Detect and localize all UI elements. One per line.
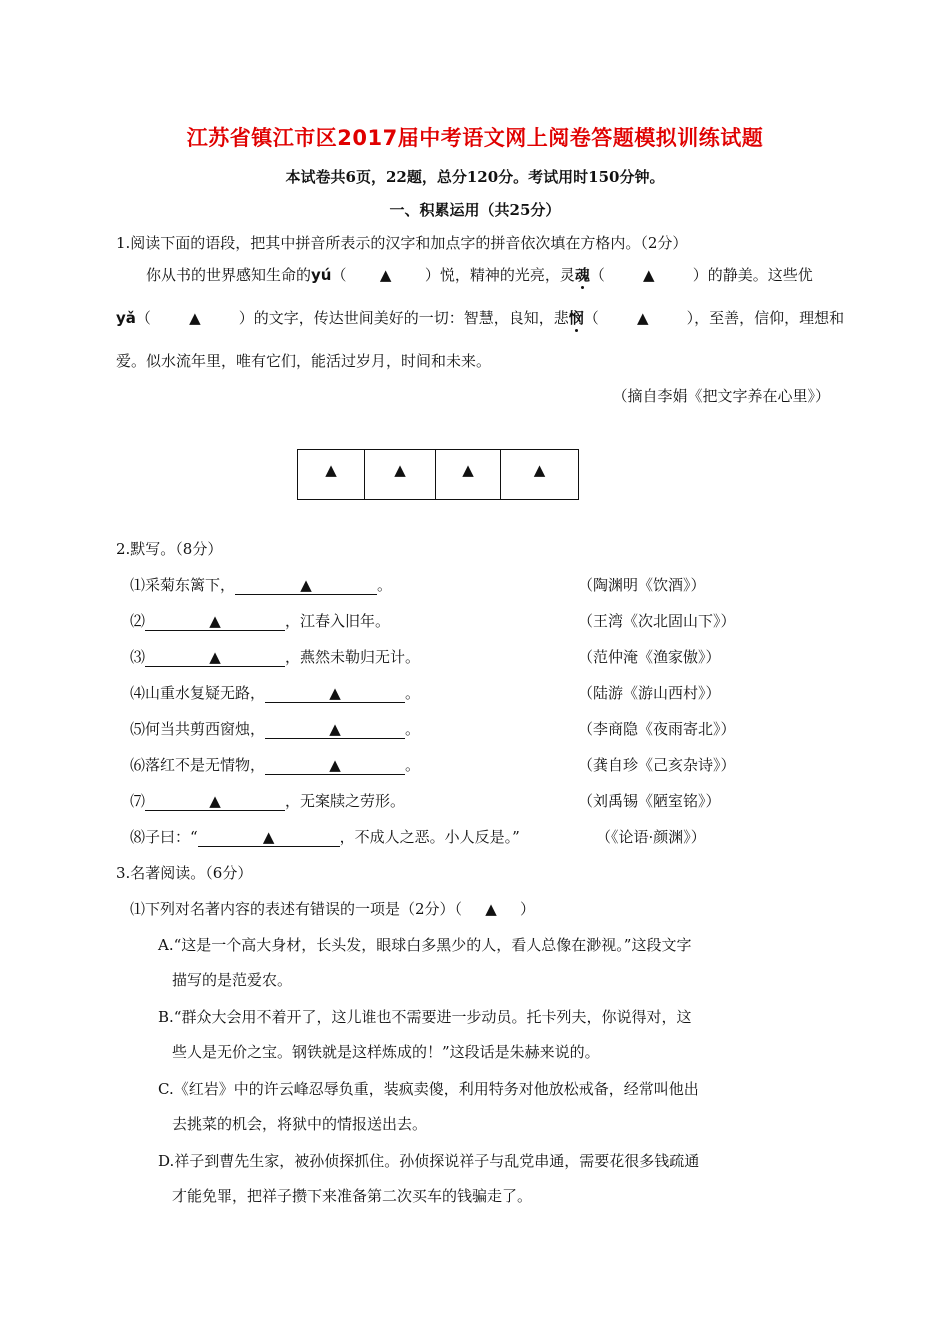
fill-blank[interactable] — [145, 613, 285, 631]
recite-source: （《论语·颜渊》） — [596, 828, 706, 846]
q1-stem: 1.阅读下面的语段，把其中拼音所表示的汉字和加点字的拼音依次填在方格内。（2分） — [116, 234, 688, 252]
dotted-char-1: 魂 — [574, 266, 590, 284]
q1-line-3: 爱。似水流年里，唯有它们，能活过岁月，时间和未来。 — [116, 352, 492, 370]
q3-sub1-text: ⑴下列对名著内容的表述有错误的一项是（2分）（ — [130, 900, 463, 918]
fill-blank[interactable] — [265, 757, 405, 775]
answer-cell-2[interactable] — [365, 450, 436, 499]
recite-source: （李商隐《夜雨寄北》） — [578, 720, 736, 738]
recite-pre: ⑶ — [130, 648, 146, 666]
recite-item — [130, 610, 390, 631]
recite-item — [130, 790, 405, 811]
recite-source: （陆游《游山西村》） — [578, 684, 721, 702]
answer-cell-4[interactable] — [501, 450, 578, 499]
option-b-line-1: B.“群众大会用不着开了，这儿谁也不需要进一步动员。托卡列夫，你说得对，这 — [158, 1008, 692, 1026]
marker: ▲ — [209, 648, 221, 666]
q2-stem: 2.默写。（8分） — [116, 540, 223, 558]
recite-pre: ⑺ — [130, 792, 146, 810]
marker: ▲ — [394, 460, 406, 479]
q1-answer-slot: （ ▲ — [331, 266, 392, 284]
q1-line-2 — [116, 307, 844, 328]
marker: ▲ — [329, 720, 341, 738]
choice-slot[interactable] — [462, 900, 520, 918]
recite-post: ，燕然未勒归无计。 — [285, 648, 421, 666]
recite-item — [130, 718, 420, 739]
q1-text: ），至善，信仰，理想和 — [686, 309, 845, 327]
recite-pre: ⑹落红不是无情物， — [130, 756, 266, 774]
recite-source: （龚自珍《己亥杂诗》） — [578, 756, 736, 774]
fill-blank[interactable] — [265, 721, 405, 739]
fill-blank[interactable] — [265, 685, 405, 703]
recite-post: 。 — [405, 756, 421, 774]
q1-text: ）悦，精神的光亮，灵 — [424, 266, 575, 284]
marker: ▲ — [379, 266, 392, 284]
option-d-line-2: 才能免罪，把祥子攒下来准备第二次买车的钱骗走了。 — [172, 1187, 533, 1205]
marker: ▲ — [209, 792, 221, 810]
recite-source: （王湾《次北固山下》） — [578, 612, 736, 630]
marker: ▲ — [643, 266, 655, 284]
recite-pre: ⑴采菊东篱下， — [130, 576, 236, 594]
recite-post: ，不成人之恶。小人反是。” — [339, 828, 520, 846]
dotted-char-2: 悯 — [568, 309, 584, 327]
exam-info: 本试卷共6页，22题，总分120分。考试用时150分钟。 — [285, 168, 665, 186]
marker: ▲ — [209, 612, 221, 630]
recite-post: 。 — [377, 576, 393, 594]
marker: ▲ — [485, 900, 497, 918]
q1-text: 你从书的世界感知生命的 — [146, 266, 312, 284]
q1-text: ）的文字，传达世间美好的一切：智慧，良知，悲 — [238, 309, 569, 327]
recite-source: （范仲淹《渔家傲》） — [578, 648, 721, 666]
recite-item — [130, 682, 420, 703]
q1-text: ）的静美。这些优 — [692, 266, 813, 284]
q1-answer-slot: （ ▲ — [589, 266, 655, 284]
recite-post: 。 — [405, 684, 421, 702]
option-c-line-1: C.《红岩》中的许云峰忍辱负重，装疯卖傻，利用特务对他放松戒备，经常叫他出 — [158, 1080, 699, 1098]
marker: ▲ — [325, 460, 337, 479]
marker: ▲ — [533, 460, 546, 479]
recite-item — [130, 574, 392, 595]
q3-stem: 3.名著阅读。（6分） — [116, 864, 253, 882]
pinyin-1: yú — [311, 266, 332, 284]
q1-line-1 — [146, 264, 813, 285]
recite-pre: ⑸何当共剪西窗烛， — [130, 720, 266, 738]
q1-answer-slot: （ ▲ — [135, 309, 201, 327]
fill-blank[interactable] — [198, 829, 340, 847]
recite-source: （陶渊明《饮酒》） — [578, 576, 706, 594]
recite-pre: ⑻子曰：“ — [130, 828, 198, 846]
recite-post: ，江春入旧年。 — [285, 612, 391, 630]
recite-item — [130, 646, 420, 667]
marker: ▲ — [462, 460, 474, 479]
marker: ▲ — [329, 684, 341, 702]
q1-answer-slot: （ ▲ — [583, 309, 649, 327]
answer-cell-3[interactable] — [436, 450, 501, 499]
recite-post: ，无案牍之劳形。 — [285, 792, 406, 810]
marker: ▲ — [300, 576, 312, 594]
marker: ▲ — [636, 309, 649, 327]
recite-pre: ⑵ — [130, 612, 146, 630]
marker: ▲ — [262, 828, 275, 846]
recite-item — [130, 826, 520, 847]
page-title: 江苏省镇江市区2017届中考语文网上阅卷答题模拟训练试题 — [186, 126, 764, 150]
q1-source: （摘自李娟《把文字养在心里》） — [612, 387, 830, 405]
pinyin-2: yǎ — [116, 309, 136, 327]
recite-pre: ⑷山重水复疑无路， — [130, 684, 266, 702]
option-a-line-1: A.“这是一个高大身材，长头发，眼球白多黑少的人，看人总像在渺视。”这段文字 — [158, 936, 692, 954]
option-d-line-1: D.祥子到曹先生家，被孙侦探抓住。孙侦探说祥子与乱党串通，需要花很多钱疏通 — [158, 1152, 700, 1170]
option-c-line-2: 去挑菜的机会，将狱中的情报送出去。 — [172, 1115, 428, 1133]
marker: ▲ — [189, 309, 201, 327]
option-a-line-2: 描写的是范爱农。 — [172, 971, 293, 989]
answer-cell-1[interactable] — [298, 450, 365, 499]
section-heading: 一、积累运用（共25分） — [389, 201, 561, 219]
q3-sub1-end: ） — [520, 900, 536, 918]
recite-post: 。 — [405, 720, 421, 738]
recite-source: （刘禹锡《陋室铭》） — [578, 792, 721, 810]
recite-item — [130, 754, 420, 775]
fill-blank[interactable] — [235, 577, 377, 595]
fill-blank[interactable] — [145, 649, 285, 667]
fill-blank[interactable] — [145, 793, 285, 811]
answer-grid — [297, 449, 579, 500]
q3-sub1 — [130, 898, 535, 919]
option-b-line-2: 些人是无价之宝。钢铁就是这样炼成的！”这段话是朱赫来说的。 — [172, 1043, 600, 1061]
marker: ▲ — [329, 756, 341, 774]
